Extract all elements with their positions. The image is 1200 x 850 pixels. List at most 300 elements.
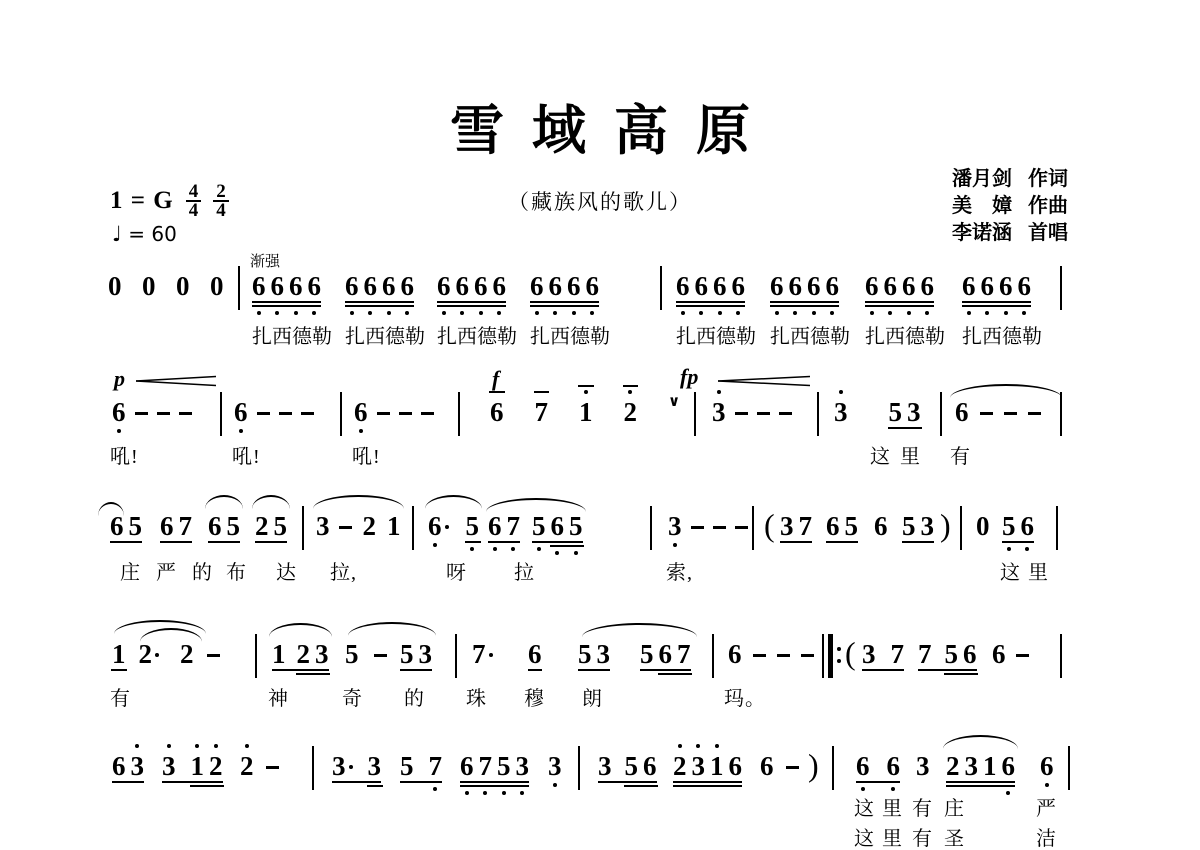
note-chars: [210, 272, 224, 300]
note-digit: 0: [108, 271, 122, 301]
note-chars: [400, 752, 442, 780]
note-digit: 7: [472, 639, 486, 669]
credits: [952, 166, 1068, 247]
note-digit: 3: [516, 752, 530, 780]
note-digit: 1: [272, 639, 286, 669]
lyric: 里: [882, 798, 903, 820]
octave-dot-below: [555, 551, 559, 555]
note-chars: [676, 272, 745, 300]
note-group: [1016, 640, 1029, 668]
lyric-char: 西: [790, 326, 810, 348]
note-chars: [437, 272, 506, 300]
note-digit: 3: [964, 751, 978, 781]
key-text: 1 = G: [110, 187, 174, 214]
credit-name: 潘月剑: [952, 168, 1012, 190]
octave-dot-below: [870, 311, 874, 315]
paren-open: (: [845, 635, 856, 671]
lyric: 严: [156, 562, 177, 584]
octave-dot-below: [1022, 311, 1026, 315]
augmentation-dot: [445, 525, 449, 529]
note-digit: 6: [364, 272, 378, 300]
beam-sub-underline: [944, 673, 978, 675]
credit-name: 李诺涵: [952, 222, 1012, 244]
beam-underline: [865, 305, 934, 307]
note-digit: 5: [273, 511, 287, 541]
lyric: 玛。: [724, 688, 766, 710]
note-group: [826, 512, 858, 540]
note-digit: 1: [710, 752, 724, 780]
lyric-char: 西: [550, 326, 570, 348]
credit-line: [952, 193, 1068, 220]
note-digit: 3: [916, 751, 930, 781]
note-group: [955, 398, 1041, 426]
note-digit: 6: [530, 272, 544, 300]
note-group: [1040, 752, 1054, 780]
lyric: 有: [950, 446, 971, 468]
dynamic-mark: f: [492, 366, 500, 391]
beam-underline: [856, 781, 900, 783]
note-digit: 7: [918, 639, 932, 669]
lyric-char: 西: [885, 326, 905, 348]
lyric: 圣: [944, 828, 965, 850]
barline: [340, 392, 342, 436]
barline: [1060, 266, 1062, 310]
note-digit: 3: [316, 511, 330, 541]
barline: [312, 746, 314, 790]
lyric-char: 德: [905, 326, 925, 348]
note-chars: [345, 640, 387, 668]
lyric-char: 西: [696, 326, 716, 348]
note-digit: 6: [354, 398, 368, 426]
note-group: [902, 512, 934, 540]
lyric-char: 德: [477, 326, 497, 348]
beam-underline: [578, 669, 610, 671]
beam-underline: [272, 669, 329, 671]
note-digit: 2: [624, 398, 638, 426]
note-group: [728, 640, 814, 668]
note-chars: [176, 272, 190, 300]
crescendo-label: 渐强: [250, 254, 281, 270]
note-digit: 3: [315, 639, 329, 669]
note-digit: 6: [252, 272, 266, 300]
lyric: 呀: [446, 562, 467, 584]
quarter-note-icon: ♩: [112, 222, 122, 246]
note-group: [578, 640, 610, 668]
note-chars: [428, 512, 479, 540]
repeat-sign: [822, 634, 842, 678]
note-digit: 1: [112, 639, 126, 669]
lyric: 里: [1028, 562, 1049, 584]
octave-dot-below: [368, 311, 372, 315]
beam-underline: [530, 305, 599, 307]
lyric-char: 西: [365, 326, 385, 348]
note-digit: 6: [732, 272, 746, 300]
note-digit: 6: [160, 511, 174, 541]
note-digit: 6: [713, 272, 727, 300]
note-digit: 3: [596, 639, 610, 669]
note-group: [532, 512, 583, 540]
beam-underline: [160, 541, 192, 543]
note-group: [962, 272, 1031, 300]
octave-dot-below: [502, 791, 506, 795]
note-digit: 3: [668, 512, 682, 540]
credit-role: 作词: [1028, 168, 1068, 190]
note-group: [176, 272, 190, 300]
note-group: [528, 640, 542, 668]
note-group: [345, 272, 414, 300]
credit-line: [952, 220, 1068, 247]
lyric: 这: [854, 828, 875, 850]
note-digit: 3: [548, 752, 562, 780]
duration-dash: [266, 766, 279, 769]
duration-dash: [980, 412, 993, 415]
note-group: [162, 752, 223, 780]
note-chars: [992, 640, 1006, 668]
note-group: [780, 512, 812, 540]
note-group: [770, 272, 839, 300]
note-chars: [955, 398, 1041, 426]
note-digit: 6: [345, 272, 359, 300]
time-signature: [186, 183, 202, 219]
note-digit: 6: [474, 272, 488, 300]
note-digit: 6: [728, 751, 742, 781]
note-chars: [786, 752, 799, 780]
note-group: [345, 640, 387, 668]
repeat-thick-bar: [828, 634, 833, 678]
barline: [1068, 746, 1070, 790]
note-digit: 2: [673, 752, 687, 780]
note-chars: [112, 398, 192, 426]
beam-underline: [528, 669, 542, 671]
note-digit: 3: [367, 751, 381, 781]
octave-dot-below: [718, 311, 722, 315]
note-chars: [472, 640, 493, 668]
octave-dot-above: [628, 390, 632, 394]
note-group: [865, 272, 934, 300]
repeat-dot: [837, 659, 841, 663]
beam-underline: [902, 541, 934, 543]
beam-underline: [460, 781, 529, 783]
note-digit: 6: [826, 511, 840, 541]
beam-underline: [400, 781, 442, 783]
note-digit: 5: [345, 639, 359, 669]
note-digit: 2: [296, 639, 310, 669]
note-digit: 6: [586, 272, 600, 300]
slur-arc: [269, 623, 332, 637]
note-chars: [255, 512, 287, 540]
octave-dot-below: [497, 311, 501, 315]
beam-underline: [962, 301, 1031, 303]
note-group: [673, 752, 742, 780]
note-chars: [528, 640, 542, 668]
octave-dot-below: [985, 311, 989, 315]
beam-underline: [110, 541, 142, 543]
barline: [578, 746, 580, 790]
lyric: 拉: [514, 562, 535, 584]
note-digit: 7: [677, 639, 691, 669]
note-digit: 3: [862, 639, 876, 669]
duration-dash: [279, 412, 292, 415]
note-group: [400, 640, 432, 668]
note-digit: 2: [946, 751, 960, 781]
note-digit: 6: [208, 511, 222, 541]
lyric: [676, 320, 754, 349]
note-digit: 6: [695, 272, 709, 300]
note-chars: [252, 272, 321, 300]
song-subtitle: （藏族风的歌儿）: [508, 190, 692, 214]
lyric: 吼!: [232, 446, 261, 468]
lyric-char: 勒: [736, 326, 756, 348]
note-digit: 6: [962, 272, 976, 300]
note-group: [110, 512, 142, 540]
note-digit: 0: [176, 271, 190, 301]
octave-dot-below: [520, 791, 524, 795]
duration-dash: [399, 412, 412, 415]
note-digit: 3: [162, 752, 176, 780]
beam-underline: [673, 785, 742, 787]
note-chars: [834, 398, 921, 426]
beam-underline: [345, 305, 414, 307]
note-chars: [578, 640, 610, 668]
duration-dash: [735, 526, 748, 529]
note-digit: 2: [209, 752, 223, 780]
octave-dot-below: [294, 311, 298, 315]
note-group: [976, 512, 990, 540]
beam-sub-underline: [367, 785, 383, 787]
note-chars: [865, 272, 934, 300]
note-group: [862, 640, 904, 668]
meter-denominator: 4: [216, 200, 226, 221]
barline: [255, 634, 257, 678]
barline: [412, 506, 414, 550]
note-digit: 2: [180, 639, 194, 669]
lyric: 这: [854, 798, 875, 820]
note-digit: 5: [569, 512, 583, 540]
duration-dash: [301, 412, 314, 415]
beam-underline: [255, 541, 287, 543]
beam-underline: [530, 301, 599, 303]
note-digit: 6: [981, 272, 995, 300]
beam-underline: [252, 301, 321, 303]
beam-underline: [252, 305, 321, 307]
octave-dot-below: [681, 311, 685, 315]
note-chars: [916, 752, 930, 780]
octave-dot-below: [925, 311, 929, 315]
duration-dash: [1028, 412, 1041, 415]
note-chars: [240, 752, 254, 780]
octave-dot-below: [1045, 783, 1049, 787]
note-group: [1002, 512, 1034, 540]
note-digit: 6: [567, 272, 581, 300]
note-digit: 5: [578, 639, 592, 669]
duration-dash: [374, 654, 387, 657]
octave-dot-below: [239, 429, 243, 433]
note-group: [234, 398, 314, 426]
barline: [940, 392, 942, 436]
note-chars: [962, 272, 1031, 300]
beam-underline: [460, 785, 529, 787]
octave-dot-below: [387, 311, 391, 315]
lyric-char: 扎: [530, 326, 550, 348]
lyric: 索,: [666, 562, 693, 584]
lyric-char: 勒: [925, 326, 945, 348]
octave-dot-below: [590, 311, 594, 315]
paren-close: ): [808, 747, 819, 783]
note-group: [640, 640, 691, 668]
beam-underline: [770, 305, 839, 307]
note-chars: [976, 512, 990, 540]
note-digit: 5: [532, 512, 546, 540]
note-group: [272, 640, 329, 668]
note-digit: 6: [528, 639, 542, 669]
note-chars: [598, 752, 657, 780]
octave-dot-below: [312, 311, 316, 315]
note-digit: 6: [884, 272, 898, 300]
lyric-char: 勒: [590, 326, 610, 348]
lyric-char: 勒: [830, 326, 850, 348]
note-digit: 6: [271, 272, 285, 300]
note-chars: [1016, 640, 1029, 668]
crescendo-hairpin: [718, 374, 810, 392]
octave-dot-below: [812, 311, 816, 315]
octave-dot-below: [736, 311, 740, 315]
note-chars: [110, 512, 142, 540]
note-group: [946, 752, 1015, 780]
barline: [238, 266, 240, 310]
time-signature: [213, 183, 229, 219]
note-digit: 6: [1021, 512, 1035, 540]
paren-open: (: [764, 507, 775, 543]
note-group: [255, 512, 287, 540]
note-group: [354, 398, 434, 426]
note-digit: 6: [789, 272, 803, 300]
lyric: [865, 320, 943, 349]
duration-dash: [786, 766, 799, 769]
tempo-marking: [112, 222, 177, 246]
note-digit: 6: [456, 272, 470, 300]
duration-dash: [1004, 412, 1017, 415]
lyric-char: 德: [810, 326, 830, 348]
note-digit: 6: [112, 751, 126, 781]
lyric: 洁: [1036, 828, 1057, 850]
note-group: [668, 512, 748, 540]
lyric: 有: [912, 798, 933, 820]
note-chars: [760, 752, 774, 780]
note-chars: [946, 752, 1015, 780]
lyric: 这: [870, 446, 891, 468]
note-digit: 7: [890, 639, 904, 669]
slur-arc: [582, 623, 697, 637]
note-digit: 5: [902, 511, 916, 541]
note-group: [786, 752, 799, 780]
note-digit: 1: [387, 511, 401, 541]
note-digit: 5: [624, 751, 638, 781]
note-digit: 6: [428, 512, 442, 540]
note-digit: 0: [976, 511, 990, 541]
lyric: 拉,: [330, 562, 357, 584]
beam-underline: [488, 541, 520, 543]
note-digit: 5: [640, 639, 654, 669]
note-group: [760, 752, 774, 780]
note-group: [856, 752, 900, 780]
beam-underline: [946, 785, 1015, 787]
note-group: [210, 272, 224, 300]
lyric: [252, 320, 330, 349]
beam-underline: [532, 541, 583, 543]
lyric: 的: [192, 562, 213, 584]
duration-dash: [713, 526, 726, 529]
octave-dot-below: [673, 543, 677, 547]
note-chars: [874, 512, 888, 540]
barline: [458, 392, 460, 436]
beam-sub-underline: [658, 673, 692, 675]
duration-dash: [735, 412, 748, 415]
beam-sub-underline: [624, 785, 658, 787]
meter-denominator: 4: [188, 200, 199, 221]
overline: [534, 391, 550, 393]
lyric-char: 扎: [770, 326, 790, 348]
octave-dot-above: [839, 390, 843, 394]
note-chars: [780, 512, 812, 540]
note-chars: [826, 512, 858, 540]
note-digit: 1: [983, 751, 997, 781]
lyric: [962, 320, 1040, 349]
note-chars: [862, 640, 904, 668]
note-digit: 6: [999, 272, 1013, 300]
note-group: [208, 512, 240, 540]
duration-dash: [339, 526, 352, 529]
note-digit: 3: [780, 511, 794, 541]
octave-dot-below: [350, 311, 354, 315]
note-digit: 7: [429, 752, 443, 780]
lyric-char: 扎: [345, 326, 365, 348]
octave-dot-below: [553, 783, 557, 787]
octave-dot-below: [1004, 311, 1008, 315]
note-digit: 2: [240, 752, 254, 780]
overline: [623, 385, 639, 387]
note-chars: [112, 752, 144, 780]
lyric-char: 扎: [676, 326, 696, 348]
note-group: [112, 752, 144, 780]
note-chars: [548, 752, 562, 780]
lyric-char: 德: [1002, 326, 1022, 348]
lyric-char: 扎: [252, 326, 272, 348]
barline: [694, 392, 696, 436]
octave-dot-above: [195, 744, 199, 748]
beam-underline: [918, 669, 977, 671]
barline: [1060, 392, 1062, 436]
octave-dot-above: [167, 744, 171, 748]
beam-underline: [826, 541, 858, 543]
dynamic-mark: p: [114, 366, 125, 391]
note-digit: 1: [191, 752, 205, 780]
note-digit: 6: [401, 272, 415, 300]
note-digit: 7: [507, 512, 521, 540]
beam-sub-underline: [465, 541, 481, 543]
beam-underline: [437, 301, 506, 303]
beam-underline: [162, 781, 223, 783]
lyric: 庄: [120, 562, 141, 584]
lyric: 这: [1000, 562, 1021, 584]
duration-dash: [421, 412, 434, 415]
note-digit: 6: [770, 272, 784, 300]
augmentation-dot: [349, 765, 353, 769]
lyric-char: 德: [570, 326, 590, 348]
barline: [960, 506, 962, 550]
beam-sub-underline: [550, 545, 584, 547]
note-group: [472, 640, 493, 668]
lyric-char: 德: [385, 326, 405, 348]
